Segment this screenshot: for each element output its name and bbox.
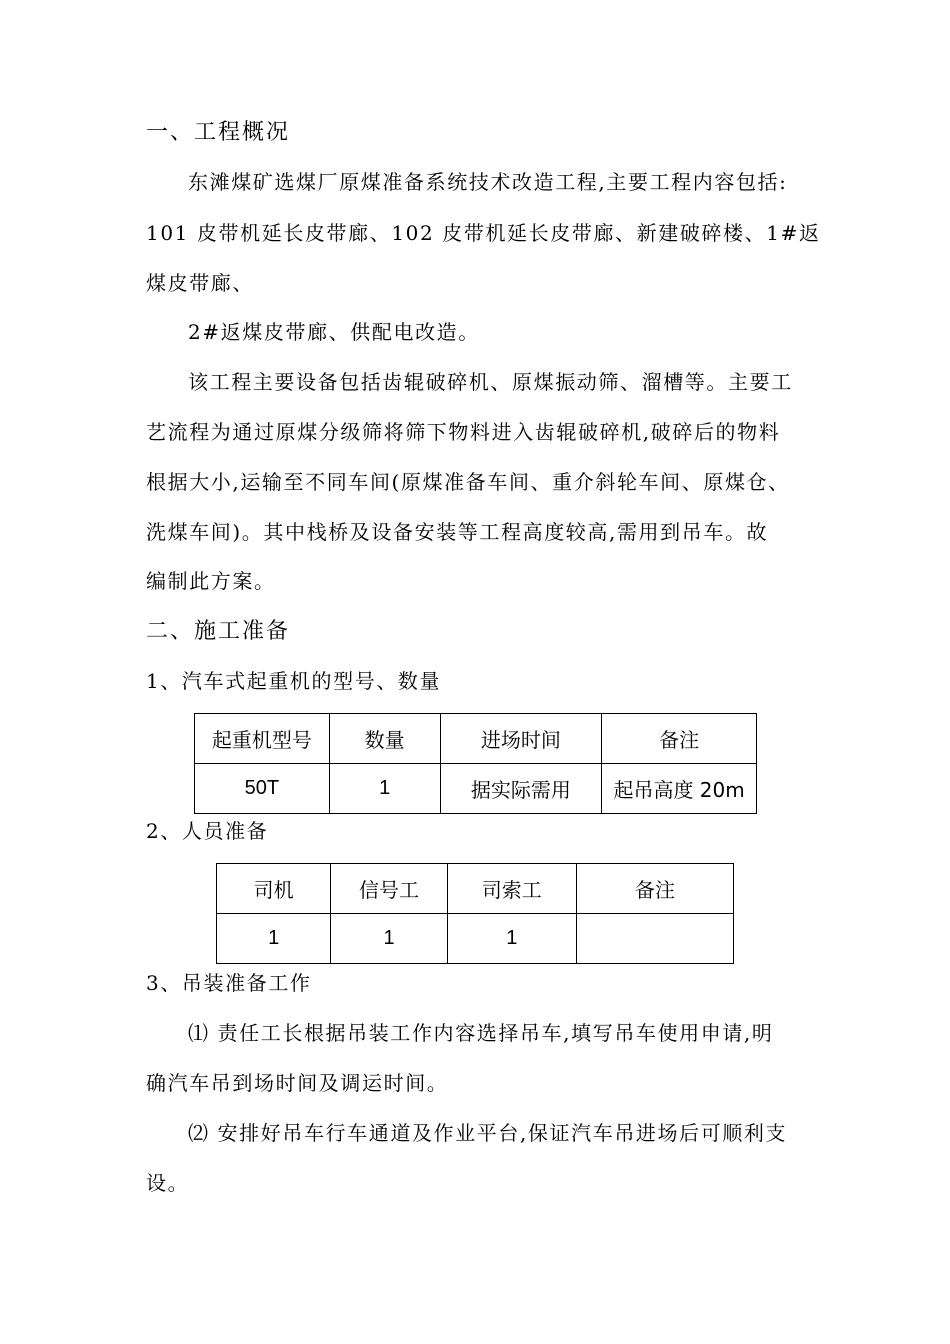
paragraph-line: 2#返煤皮带廊、供配电改造。 xyxy=(188,320,480,344)
table-row xyxy=(195,764,757,814)
crane-table xyxy=(194,713,757,814)
subheading-crane: 1、汽车式起重机的型号、数量 xyxy=(146,669,442,693)
table-header-row xyxy=(195,714,757,764)
table-cell: 起吊高度 20m xyxy=(602,764,757,814)
table-cell: 1 xyxy=(331,914,447,964)
table-row xyxy=(217,914,734,964)
list-item: ⑵ 安排好吊车行车通道及作业平台,保证汽车吊进场后可顺利支 xyxy=(188,1121,788,1145)
paragraph-line: 洗煤车间)。其中栈桥及设备安装等工程高度较高,需用到吊车。故 xyxy=(146,520,769,544)
table-cell: 1 xyxy=(217,914,331,964)
table-header-cell: 司索工 xyxy=(447,864,576,914)
table-cell: 50T xyxy=(195,764,330,814)
list-item: 设。 xyxy=(146,1171,190,1195)
table-header-cell: 备注 xyxy=(602,714,757,764)
paragraph-line: 艺流程为通过原煤分级筛将筛下物料进入齿辊破碎机,破碎后的物料 xyxy=(146,420,781,444)
paragraph-line: 煤皮带廊、 xyxy=(146,271,254,295)
paragraph-line: 编制此方案。 xyxy=(146,569,276,593)
table-header-cell: 信号工 xyxy=(331,864,447,914)
table-cell: 据实际需用 xyxy=(440,764,602,814)
table-cell: 1 xyxy=(329,764,440,814)
table-header-cell: 备注 xyxy=(576,864,733,914)
list-item: 确汽车吊到场时间及调运时间。 xyxy=(146,1071,449,1095)
paragraph-line: 101 皮带机延长皮带廊、102 皮带机延长皮带廊、新建破碎楼、1#返 xyxy=(146,221,821,245)
subheading-preparation: 3、吊装准备工作 xyxy=(146,971,312,995)
table-cell xyxy=(576,914,733,964)
table-header-cell: 司机 xyxy=(217,864,331,914)
paragraph-line: 该工程主要设备包括齿辊破碎机、原煤振动筛、溜槽等。主要工 xyxy=(188,370,793,394)
paragraph-line: 东滩煤矿选煤厂原煤准备系统技术改造工程,主要工程内容包括: xyxy=(188,170,788,194)
section2-heading: 二、施工准备 xyxy=(146,619,291,644)
paragraph-line: 根据大小,运输至不同车间(原煤准备车间、重介斜轮车间、原煤仓、 xyxy=(146,470,790,494)
table-header-cell: 起重机型号 xyxy=(195,714,330,764)
table-cell: 1 xyxy=(447,914,576,964)
table-header-cell: 数量 xyxy=(329,714,440,764)
list-item: ⑴ 责任工长根据吊装工作内容选择吊车,填写吊车使用申请,明 xyxy=(188,1021,774,1045)
table-header-row xyxy=(217,864,734,914)
table-header-cell: 进场时间 xyxy=(440,714,602,764)
section1-heading: 一、工程概况 xyxy=(146,120,291,145)
personnel-table xyxy=(216,863,734,964)
subheading-personnel: 2、人员准备 xyxy=(146,819,269,843)
